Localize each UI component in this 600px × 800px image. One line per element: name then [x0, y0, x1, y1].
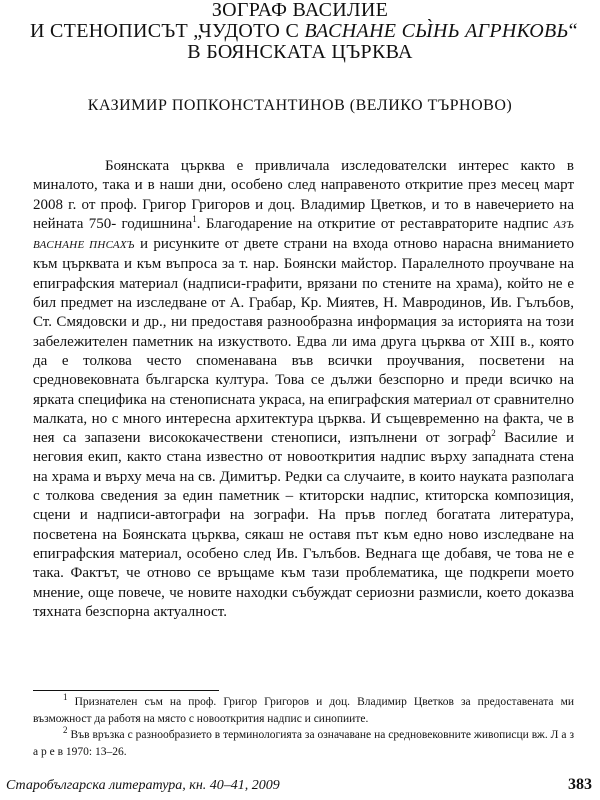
running-footer: Старобългарска литература, кн. 40–41, 2009 [6, 778, 280, 793]
footnote-divider [33, 690, 219, 691]
title-line-3: В БОЯНСКАТА ЦЪРКВА [187, 41, 413, 63]
old-church-inscription: АЗЪ ВАСНАНЕ ПНСАХЪ [33, 218, 574, 252]
title-line-2-suffix: “ [568, 20, 578, 42]
footnote-1-mark: 1 [63, 692, 68, 703]
title-line-2 [30, 20, 578, 42]
body-text-part-3: и рисунките от двете страни на входа отново нарасна вниманието към църквата и към въпроса за т. нар. Боянски майстор. Паралелното проучване на епиграфския материал (надписи-графити, врязани по стените на храма), който не е бил предмет на изследване от А. Грабар, Кр. Миятев, Н. Мавродинов, Ив. Гълъбов, Ст. Смядовски и др., ни предоставя разнообразна информация за историята на този забележителен паметник на изкуството. Едва ли има друга църква от XIII в., която да е толкова често споменавана във всички проучвания, посветени на средновековната българска култура. Това се дължи безспорно и преди всичко на ярката специфика на стенописната украса, на епиграфския материал от сравнително малката, но с много интересна архитектура църква. И същевременно на факта, че в нея са запазени висококачествени стенописи, изпълнени от зограф [33, 236, 574, 447]
footnote-2-mark: 2 [63, 725, 68, 736]
footnote-ref-2[interactable]: 2 [491, 428, 496, 439]
footnote-2-text: Във връзка с разнообразието в терминологията за означаване на средновековните живописци вж. Л а з а р е в 1970: 13–26. [33, 729, 574, 758]
title-line-1: ЗОГРАФ ВАСИЛИЕ [211, 0, 389, 21]
body-text-part-4: Василие и неговия екип, както стана известно от новооткрития надпис върху западната стена на храма и върху меча на св. Димитър. Редки са случаите, в които науката разполага с толкова сведения за един паметник – ктиторски надпис, ктиторска композиция, сцени и надписи-автографи на зографи. На пръв поглед богатата литература, посветена на Боянската църква, сякаш не оставя път към едно ново изследване на епиграфския материал, особено след Ив. Гълъбов. Веднага ще добавя, че това не е така. Фактът, че отново се връщаме към тази проблематика, ще подкрепи моето мнение, още повече, че новите находки събуждат сериозни размисли, което доказва тяхната безспорна актуалност. [33, 430, 575, 620]
footnote-ref-1[interactable]: 1 [192, 213, 197, 224]
footnote-2 [33, 727, 574, 760]
footnote-1 [33, 694, 574, 727]
body-text-part-1: Боянската църква е привличала изследователски интерес както в миналото, така и в наши дни, особено след направеното откритие през месец март 2008 г. от проф. Григор Григоров и доц. Владимир Цветков, и то в навечерието на нейната 750- годишнина [33, 158, 574, 232]
body-text-part-2: . Благодарение на откритие от реставраторите надпис [196, 215, 554, 232]
article-author: КАЗИМИР ПОПКОНСТАНТИНОВ (ВЕЛИКО ТЪРНОВО) [87, 97, 513, 114]
footnote-1-text: Признателен съм на проф. Григор Григоров и доц. Владимир Цветков за предоставената ми възможност да работя на място с новооткрития надпис и синопиите. [33, 696, 575, 725]
title-line-2-prefix: И СТЕНОПИСЪТ „ЧУДОТО С [30, 20, 305, 42]
footnotes [33, 694, 574, 760]
article-body [33, 157, 574, 622]
article-title [30, 0, 578, 63]
page-number: 383 [568, 776, 592, 793]
title-old-church-text: ВАСНАНЕ СЫ̀НЬ АГРНКОВЬ [304, 20, 569, 42]
